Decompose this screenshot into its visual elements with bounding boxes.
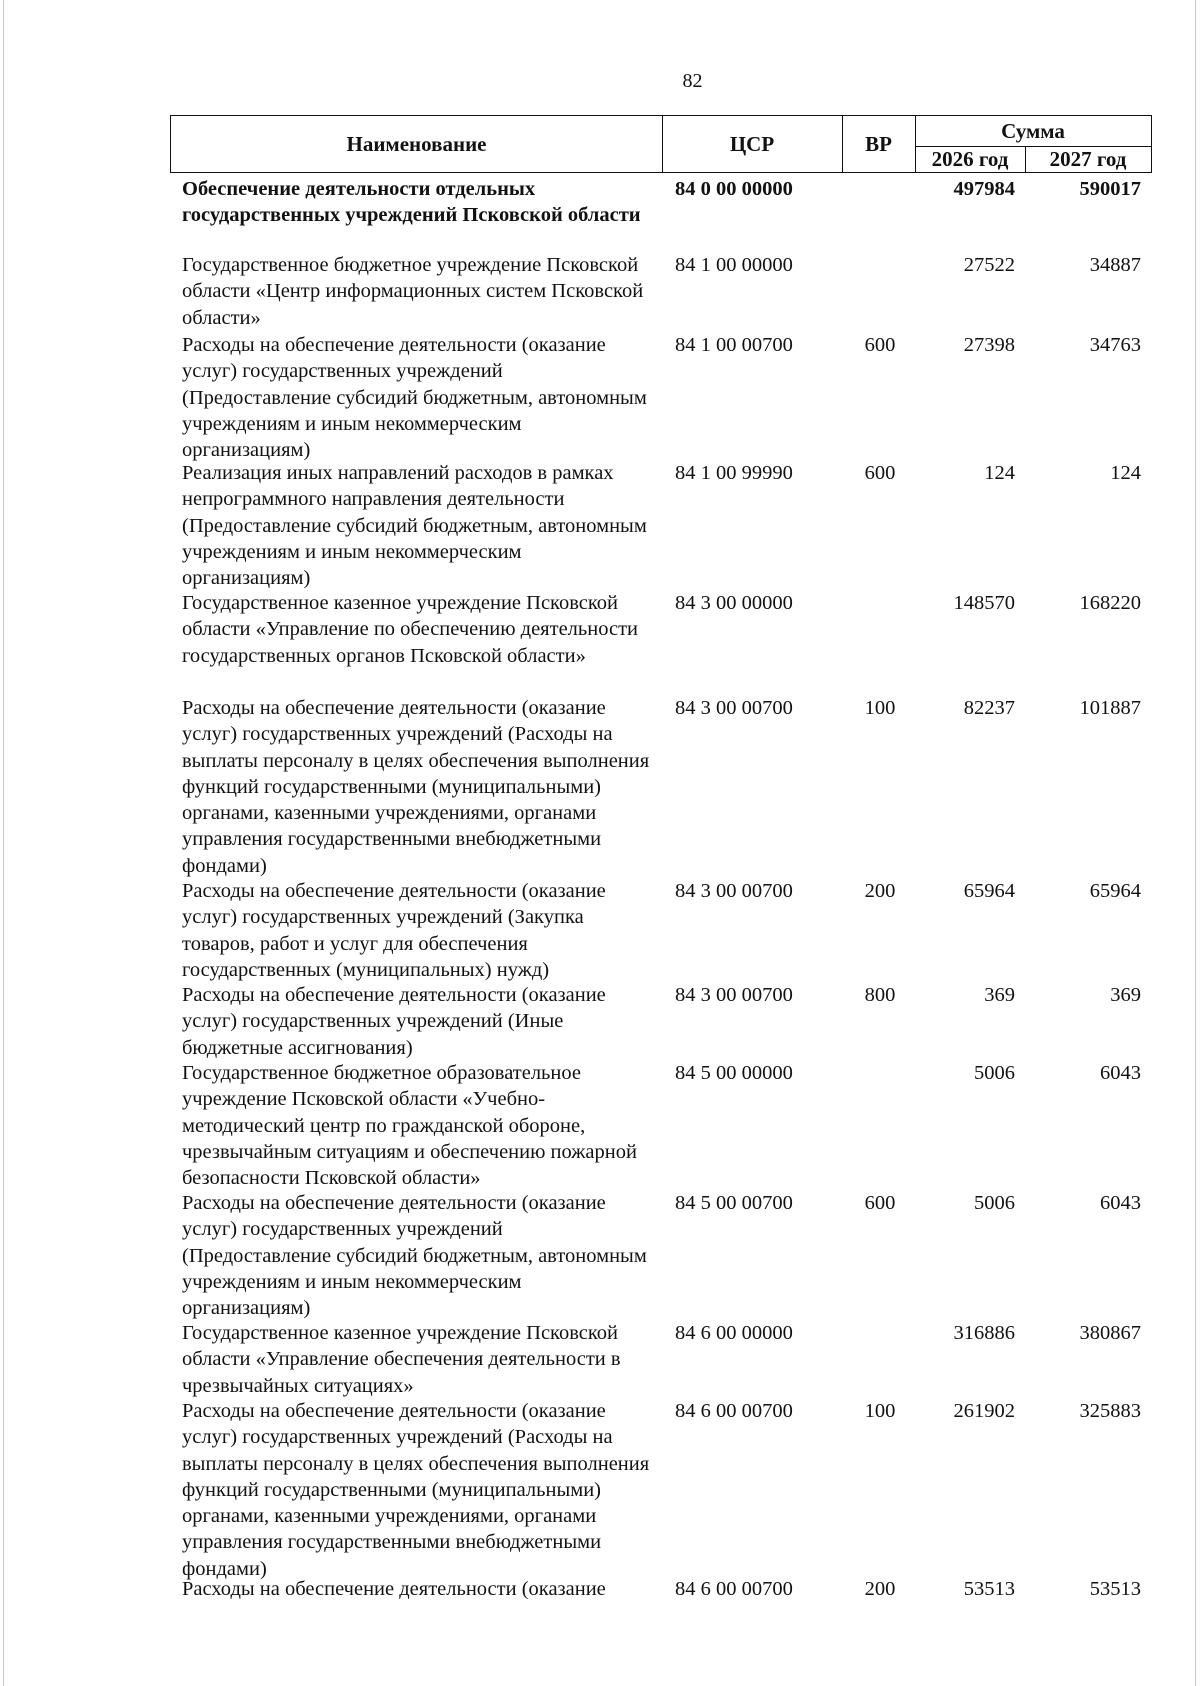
row-vr: 200 [864,880,896,902]
row-csr: 84 0 00 00000 [675,178,793,200]
row-vr: 600 [864,1192,896,1214]
row-amount-2026: 5006 [974,1062,1015,1084]
row-amount-2026: 27398 [963,334,1015,356]
row-amount-2027: 124 [1110,462,1141,484]
row-amount-2026: 82237 [963,697,1015,719]
row-amount-2026: 27522 [963,254,1015,276]
row-name: Расходы на обеспечение деятельности (оказание услуг) государственных учреждений (Расходы на выплаты персоналу в целях обеспечения выполнения функций государственными (муниципальными) органами, казенными учреждениями, органами управления государственными внебюджетными фондами) [182,697,650,877]
row-csr: 84 3 00 00700 [675,880,793,902]
row-csr: 84 5 00 00000 [675,1062,793,1084]
row-name: Расходы на обеспечение деятельности (оказание услуг) государственных учреждений (Предоставление субсидий бюджетным, автономным учреждениям и иным некоммерческим организациям) [182,1192,647,1320]
row-amount-2026: 316886 [953,1322,1015,1344]
row-amount-2027: 6043 [1100,1062,1141,1084]
right-page-edge [1195,0,1196,1686]
row-csr: 84 1 00 00000 [675,254,793,276]
row-amount-2026: 124 [984,462,1015,484]
table-header [170,115,1152,173]
row-name: Государственное казенное учреждение Псковской области «Управление по обеспечению деятельности государственных органов Псковской области» [182,592,639,667]
row-amount-2027: 590017 [1079,178,1141,200]
row-amount-2027: 34763 [1089,334,1141,356]
row-name: Обеспечение деятельности отдельных государственных учреждений Псковской области [182,178,641,227]
row-csr: 84 1 00 99990 [675,462,793,484]
row-csr: 84 3 00 00000 [675,592,793,614]
row-csr: 84 5 00 00700 [675,1192,793,1214]
row-amount-2027: 6043 [1100,1192,1141,1214]
header-sum: Сумма [1001,118,1065,143]
row-name: Государственное бюджетное образовательное учреждение Псковской области «Учебно-методический центр по гражданской обороне, чрезвычайным ситуациям и обеспечению пожарной безопасности Псковской области» [182,1062,637,1190]
row-name: Расходы на обеспечение деятельности (оказание [182,1578,606,1600]
row-amount-2027: 53513 [1089,1578,1141,1600]
row-csr: 84 6 00 00700 [675,1578,793,1600]
row-amount-2027: 101887 [1079,697,1141,719]
row-csr: 84 6 00 00700 [675,1400,793,1422]
row-amount-2027: 369 [1110,984,1141,1006]
header-name: Наименование [346,131,487,156]
row-amount-2026: 53513 [963,1578,1015,1600]
row-name: Расходы на обеспечение деятельности (оказание услуг) государственных учреждений (Закупка товаров, работ и услуг для обеспечения государственных (муниципальных) нужд) [182,880,606,981]
row-amount-2027: 34887 [1089,254,1141,276]
row-amount-2026: 261902 [953,1400,1015,1422]
row-name: Реализация иных направлений расходов в рамках непрограммного направления деятельности (Предоставление субсидий бюджетным, автономным учреждениям и иным некоммерческим организациям) [182,462,647,590]
row-amount-2026: 369 [984,984,1015,1006]
row-amount-2027: 168220 [1079,592,1141,614]
row-amount-2026: 5006 [974,1192,1015,1214]
row-amount-2026: 148570 [953,592,1015,614]
row-csr: 84 3 00 00700 [675,697,793,719]
header-csr: ЦСР [729,131,775,156]
left-page-edge [3,0,4,1686]
row-vr: 200 [864,1578,896,1600]
header-vr: ВР [865,131,892,156]
row-vr: 100 [864,1400,896,1422]
row-vr: 100 [864,697,896,719]
row-amount-2027: 325883 [1079,1400,1141,1422]
header-year-2027: 2027 год [1049,146,1127,171]
row-amount-2026: 497984 [953,178,1015,200]
row-csr: 84 3 00 00700 [675,984,793,1006]
row-vr: 600 [864,462,896,484]
row-name: Расходы на обеспечение деятельности (оказание услуг) государственных учреждений (Иные бюджетные ассигнования) [182,984,606,1059]
row-name: Расходы на обеспечение деятельности (оказание услуг) государственных учреждений (Расходы на выплаты персоналу в целях обеспечения выполнения функций государственными (муниципальными) органами, казенными учреждениями, органами управления государственными внебюджетными фондами) [182,1400,650,1580]
row-name: Расходы на обеспечение деятельности (оказание услуг) государственных учреждений (Предоставление субсидий бюджетным, автономным учреждениям и иным некоммерческим организациям) [182,334,647,462]
row-vr: 600 [864,334,896,356]
row-name: Государственное бюджетное учреждение Псковской области «Центр информационных систем Псковской области» [182,254,644,329]
header-year-2026: 2026 год [931,146,1009,171]
row-name: Государственное казенное учреждение Псковской области «Управление обеспечения деятельности в чрезвычайных ситуациях» [182,1322,621,1397]
row-csr: 84 6 00 00000 [675,1322,793,1344]
row-amount-2026: 65964 [963,880,1015,902]
row-csr: 84 1 00 00700 [675,334,793,356]
row-amount-2027: 65964 [1089,880,1141,902]
page-number: 82 [682,70,703,92]
row-amount-2027: 380867 [1079,1322,1141,1344]
row-vr: 800 [864,984,896,1006]
